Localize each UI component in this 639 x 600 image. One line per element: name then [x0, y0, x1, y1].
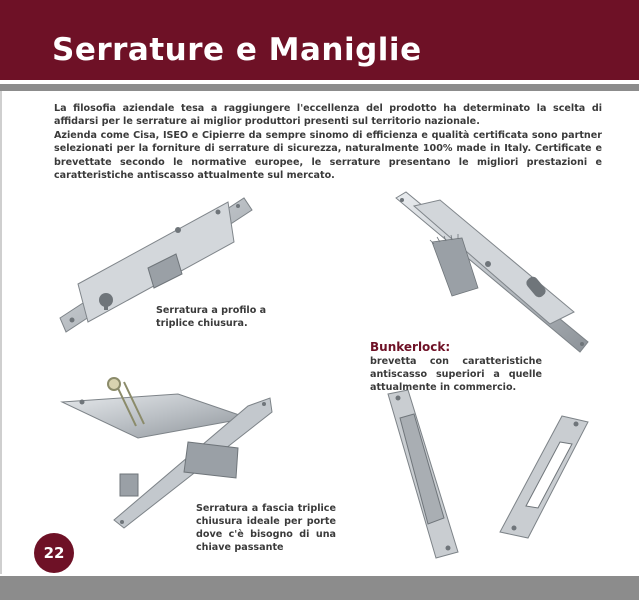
- bunkerlock-description: brevetta con caratteristiche antiscasso superiori a quelle attualmente in commercio.: [370, 356, 542, 393]
- left-margin-line: [0, 91, 2, 576]
- strike-plate-short-image: [494, 412, 594, 542]
- intro-text: [54, 102, 602, 182]
- footer-band: [0, 576, 639, 600]
- strike-plate-long-image: [382, 388, 462, 560]
- bunkerlock-heading: Bunkerlock:: [370, 340, 451, 354]
- caption-bunkerlock: [370, 340, 542, 394]
- intro-paragraph-2: Azienda come Cisa, ISEO e Cipierre da sempre sinomo di efficienza e qualità certificata sono partner selezionati per la forniture di serrature di sicurezza, naturalmente 100% made in Italy. Certificate e brevettate secondo le normative europee, le serrature presentano le migliori prestazioni e caratteristiche antiscasso attualmente sul mercato.: [54, 129, 602, 182]
- intro-paragraph-1: La filosofia aziendale tesa a raggiungere l'eccellenza del prodotto ha determinato la scelta di affidarsi per le serrature ai miglior produttori presenti sul territorio nazionale.: [54, 103, 602, 128]
- bunkerlock-image: [392, 192, 592, 362]
- page-title: Serrature e Maniglie: [52, 32, 422, 68]
- caption-band-lock: Serratura a fascia triplice chiusura ideale per porte dove c'è bisogno di una chiave passante: [196, 503, 336, 553]
- page-number-badge: [34, 533, 74, 573]
- caption-profile-lock: Serratura a profilo a triplice chiusura.: [156, 305, 267, 329]
- header-gray-stripe: [0, 84, 639, 91]
- page-number: 22: [43, 544, 65, 562]
